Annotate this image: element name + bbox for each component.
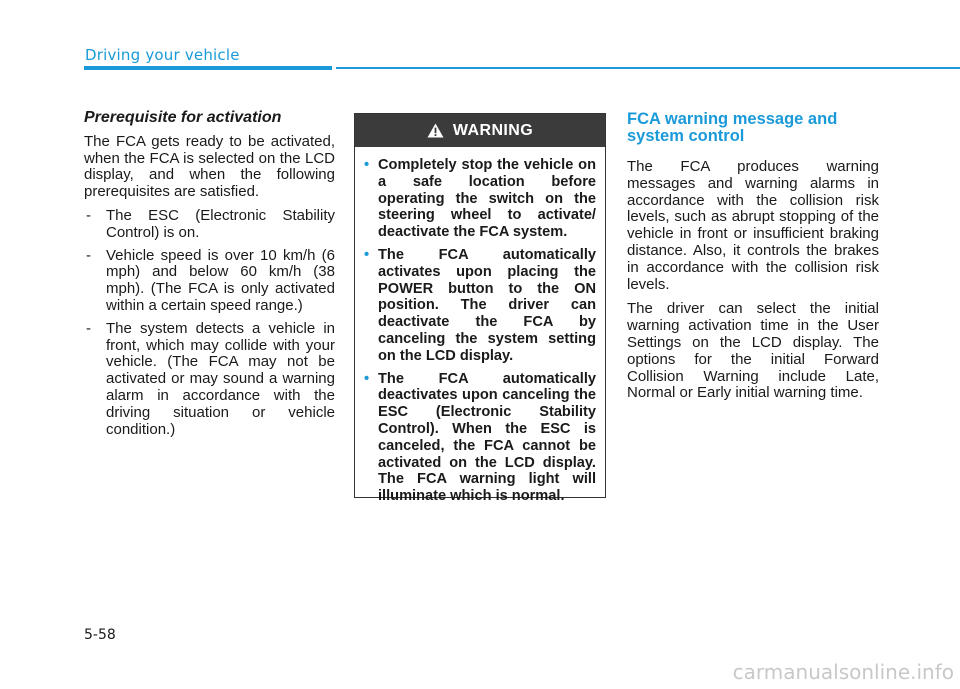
prerequisite-subheading: Prerequisite for activation [84, 109, 282, 126]
prerequisite-item: - The ESC (Electronic Stability Control) is on. [84, 208, 335, 242]
warning-list [355, 147, 605, 505]
header-rule-thick [84, 66, 332, 70]
watermark: carmanualsonline.info [732, 660, 954, 684]
warning-item [364, 371, 596, 505]
bullet-icon: • [364, 157, 370, 173]
section-title: Driving your vehicle [85, 46, 240, 64]
bullet-icon: • [364, 370, 370, 387]
prerequisite-item: - The system detects a vehicle in front, which may collide with your vehicle. (The FCA may not be activated or may sound a warning alarm in accordance with the driving situation or vehicle condition.) [84, 321, 335, 439]
prerequisite-item: - Vehicle speed is over 10 km/h (6 mph) and below 60 km/h (38 mph). (The FCA is only activated within a certain speed range.) [84, 248, 335, 315]
warning-item [364, 157, 596, 241]
warning-message-paragraph: The driver can select the initial warning activation time in the User Settings on the LCD display. The options for the initial Forward Collision Warning include Late, Normal or Early initial warning time. [627, 300, 879, 402]
warning-message-heading: FCA warning message and system control [627, 110, 838, 145]
bullet-icon: • [364, 246, 370, 263]
warning-item-text: Completely stop the vehicle on a safe location before operating the switch on the steering wheel to activate/ deactivate the FCA system. [378, 157, 596, 241]
header-rule-thin [336, 67, 960, 69]
warning-header [355, 114, 605, 147]
warning-item-text: The FCA automatically activates upon placing the POWER button to the ON position. The driver can deactivate the FCA by canceling the system setting on the LCD display. [378, 246, 596, 364]
warning-item [364, 247, 596, 365]
warning-message-paragraph: The FCA produces warning messages and warning alarms in accordance with the collision risk levels, such as abrupt stopping of the vehicle in front or insufficient braking distance. Also, it controls the brakes in accordance with the collision risk levels. [627, 158, 879, 293]
prerequisite-column [84, 110, 335, 444]
prerequisite-intro: The FCA gets ready to be activated, when the FCA is selected on the LCD display, and when the following prerequisites are satisfied. [84, 132, 335, 201]
warning-item-text: The FCA automatically deactivates upon canceling the ESC (Electronic Stability Control). When the ESC is canceled, the FCA cannot be activated on the LCD display. The FCA warning light will illuminate which is normal. [378, 370, 596, 505]
warning-triangle-icon [427, 123, 444, 138]
page-number: 5-58 [84, 627, 116, 643]
warning-title: WARNING [452, 121, 534, 139]
warning-message-column [627, 111, 879, 410]
warning-box [354, 113, 606, 505]
